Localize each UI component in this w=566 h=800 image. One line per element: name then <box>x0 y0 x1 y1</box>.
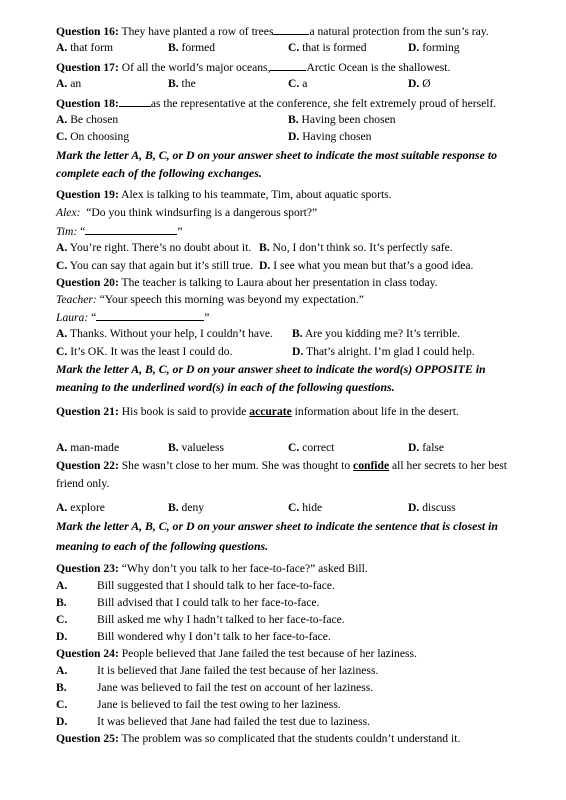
option-letter: A. <box>56 327 68 340</box>
option-letter: C. <box>288 501 300 514</box>
question-text: all her secrets to her best <box>392 459 507 472</box>
option-letter: A. <box>56 241 68 254</box>
dialogue-line <box>56 206 317 220</box>
option-letter: A. <box>56 664 68 677</box>
question-text: Alex is talking to his teammate, Tim, about aquatic sports. <box>121 188 392 201</box>
option-text: Jane is believed to fail the test owing to her laziness. <box>97 698 341 711</box>
question-label: Question 25: <box>56 732 119 745</box>
option-letter: D. <box>408 41 420 54</box>
question-label: Question 20: <box>56 276 119 289</box>
speaker-name: Laura: <box>56 311 89 324</box>
option-text: correct <box>302 441 335 454</box>
question-text: Arctic Ocean is the shallowest. <box>306 61 451 74</box>
speaker-name: Teacher: <box>56 293 97 306</box>
option-text: Be chosen <box>70 113 119 126</box>
question-text: information about life in the desert. <box>294 405 459 418</box>
section-instruction: Mark the letter A, B, C, or D on your answer sheet to indicate the word(s) OPPOSITE in <box>56 362 486 376</box>
option-text: a <box>302 77 308 90</box>
question-text: Of all the world’s major oceans, <box>121 61 271 74</box>
option-letter: D. <box>288 130 300 143</box>
answer-blank <box>273 24 309 35</box>
speech-text: “Your speech this morning was beyond my expectation.” <box>99 293 364 306</box>
option-letter: D. <box>408 77 420 90</box>
option-letter: A. <box>56 113 68 126</box>
answer-blank <box>270 60 306 71</box>
option-letter: A. <box>56 77 68 90</box>
speech-text: “Do you think windsurfing is a dangerous sport?” <box>86 206 318 219</box>
option-letter: B. <box>168 41 179 54</box>
question-label: Question 18: <box>56 97 119 110</box>
option-text: You can say that again but it’s still true. <box>69 259 254 272</box>
option-letter: A. <box>56 501 68 514</box>
option-text: deny <box>181 501 205 514</box>
question-17-stem <box>56 60 450 75</box>
option-text: discuss <box>422 501 456 514</box>
question-22-stem <box>56 459 507 473</box>
dialogue-line <box>56 310 209 325</box>
option-text: Bill asked me why I hadn’t talked to her face-to-face. <box>97 613 345 626</box>
question-16-stem <box>56 24 489 39</box>
option-text: It is believed that Jane failed the test because of her laziness. <box>97 664 379 677</box>
option-letter: B. <box>288 113 299 126</box>
option-letter: D. <box>56 630 68 643</box>
option-text: formed <box>181 41 216 54</box>
option-letter: C. <box>56 130 68 143</box>
option-letter: B. <box>292 327 303 340</box>
quote-mark: “ <box>80 225 86 238</box>
question-label: Question 16: <box>56 25 119 38</box>
dialogue-line <box>56 293 364 307</box>
question-text: as the representative at the conference, she felt extremely proud of herself. <box>150 97 497 110</box>
dialogue-line <box>56 224 182 239</box>
question-label: Question 24: <box>56 647 119 660</box>
option-text: forming <box>422 41 460 54</box>
underlined-word: confide <box>353 459 390 472</box>
option-letter: C. <box>288 41 300 54</box>
option-letter: C. <box>56 345 68 358</box>
section-instruction: Mark the letter A, B, C, or D on your answer sheet to indicate the sentence that is closest in <box>56 519 498 533</box>
option-text: Bill advised that I could talk to her face-to-face. <box>97 596 320 609</box>
option-letter: B. <box>168 77 179 90</box>
question-19-stem <box>56 188 392 202</box>
option-text: Are you kidding me? It’s terrible. <box>304 327 461 340</box>
option-text: Having chosen <box>302 130 372 143</box>
option-text: explore <box>70 501 105 514</box>
question-label: Question 19: <box>56 188 119 201</box>
section-instruction: meaning to the underlined word(s) in each of the following questions. <box>56 380 395 394</box>
option-text: It was believed that Jane had failed the test due to laziness. <box>97 715 371 728</box>
speaker-name: Tim: <box>56 225 78 238</box>
option-letter: C. <box>288 77 300 90</box>
option-letter: B. <box>259 241 270 254</box>
question-text: “Why don’t you talk to her face-to-face?” asked Bill. <box>121 562 368 575</box>
question-text: People believed that Jane failed the test because of her laziness. <box>121 647 417 660</box>
question-text: The teacher is talking to Laura about her presentation in class today. <box>121 276 438 289</box>
option-text: valueless <box>181 441 225 454</box>
speaker-name: Alex: <box>56 206 81 219</box>
answer-blank <box>96 310 204 321</box>
option-text: man-made <box>70 441 120 454</box>
option-text: No, I don’t think so. It’s perfectly safe. <box>272 241 453 254</box>
option-text: It’s OK. It was the least I could do. <box>70 345 233 358</box>
section-instruction: Mark the letter A, B, C, or D on your answer sheet to indicate the most suitable response to <box>56 148 498 162</box>
option-letter: D. <box>56 715 68 728</box>
question-23-stem <box>56 562 368 576</box>
option-text: hide <box>302 501 323 514</box>
underlined-word: accurate <box>249 405 292 418</box>
question-label: Question 21: <box>56 405 119 418</box>
option-text: that is formed <box>302 41 367 54</box>
option-letter: B. <box>168 441 179 454</box>
question-text: She wasn’t close to her mum. She was thought to <box>121 459 351 472</box>
option-text: the <box>181 77 196 90</box>
option-letter: D. <box>292 345 304 358</box>
section-instruction: complete each of the following exchanges. <box>56 166 262 180</box>
answer-blank <box>119 96 151 107</box>
question-21-stem <box>56 405 459 419</box>
option-text: false <box>422 441 445 454</box>
quote-mark: “ <box>91 311 97 324</box>
option-letter: C. <box>56 613 68 626</box>
question-text: a natural protection from the sun’s ray. <box>309 25 489 38</box>
question-label: Question 23: <box>56 562 119 575</box>
option-letter: B. <box>56 681 67 694</box>
option-text: Bill wondered why I don’t talk to her face-to-face. <box>97 630 331 643</box>
option-text: Jane was believed to fail the test on account of her laziness. <box>97 681 374 694</box>
option-letter: A. <box>56 41 68 54</box>
question-25-stem <box>56 732 460 746</box>
option-letter: B. <box>168 501 179 514</box>
question-label: Question 22: <box>56 459 119 472</box>
question-18-stem <box>56 96 496 111</box>
option-letter: A. <box>56 441 68 454</box>
question-text: They have planted a row of trees <box>121 25 274 38</box>
question-24-stem <box>56 647 417 661</box>
option-text: That’s alright. I’m glad I could help. <box>305 345 475 358</box>
option-text: that form <box>70 41 114 54</box>
option-letter: D. <box>259 259 271 272</box>
option-letter: D. <box>408 441 420 454</box>
answer-blank <box>85 224 177 235</box>
quote-mark: ” <box>204 311 210 324</box>
question-20-stem <box>56 276 438 290</box>
option-letter: C. <box>56 259 68 272</box>
option-text: an <box>70 77 82 90</box>
option-text: On choosing <box>70 130 130 143</box>
option-letter: B. <box>56 596 67 609</box>
section-instruction: meaning to each of the following questions. <box>56 539 269 553</box>
question-text: His book is said to provide <box>121 405 247 418</box>
option-text: Bill suggested that I should talk to her face-to-face. <box>97 579 335 592</box>
option-text: You’re right. There’s no doubt about it. <box>69 241 252 254</box>
option-text: Having been chosen <box>301 113 396 126</box>
option-text: I see what you mean but that’s a good idea. <box>273 259 474 272</box>
option-text: Ø <box>422 77 431 90</box>
question-label: Question 17: <box>56 61 119 74</box>
question-22-stem-cont: friend only. <box>56 477 110 490</box>
option-text: Thanks. Without your help, I couldn’t have. <box>69 327 273 340</box>
option-letter: C. <box>56 698 68 711</box>
option-letter: C. <box>288 441 300 454</box>
quote-mark: ” <box>177 225 183 238</box>
option-letter: A. <box>56 579 68 592</box>
question-text: The problem was so complicated that the students couldn’t understand it. <box>121 732 461 745</box>
option-letter: D. <box>408 501 420 514</box>
